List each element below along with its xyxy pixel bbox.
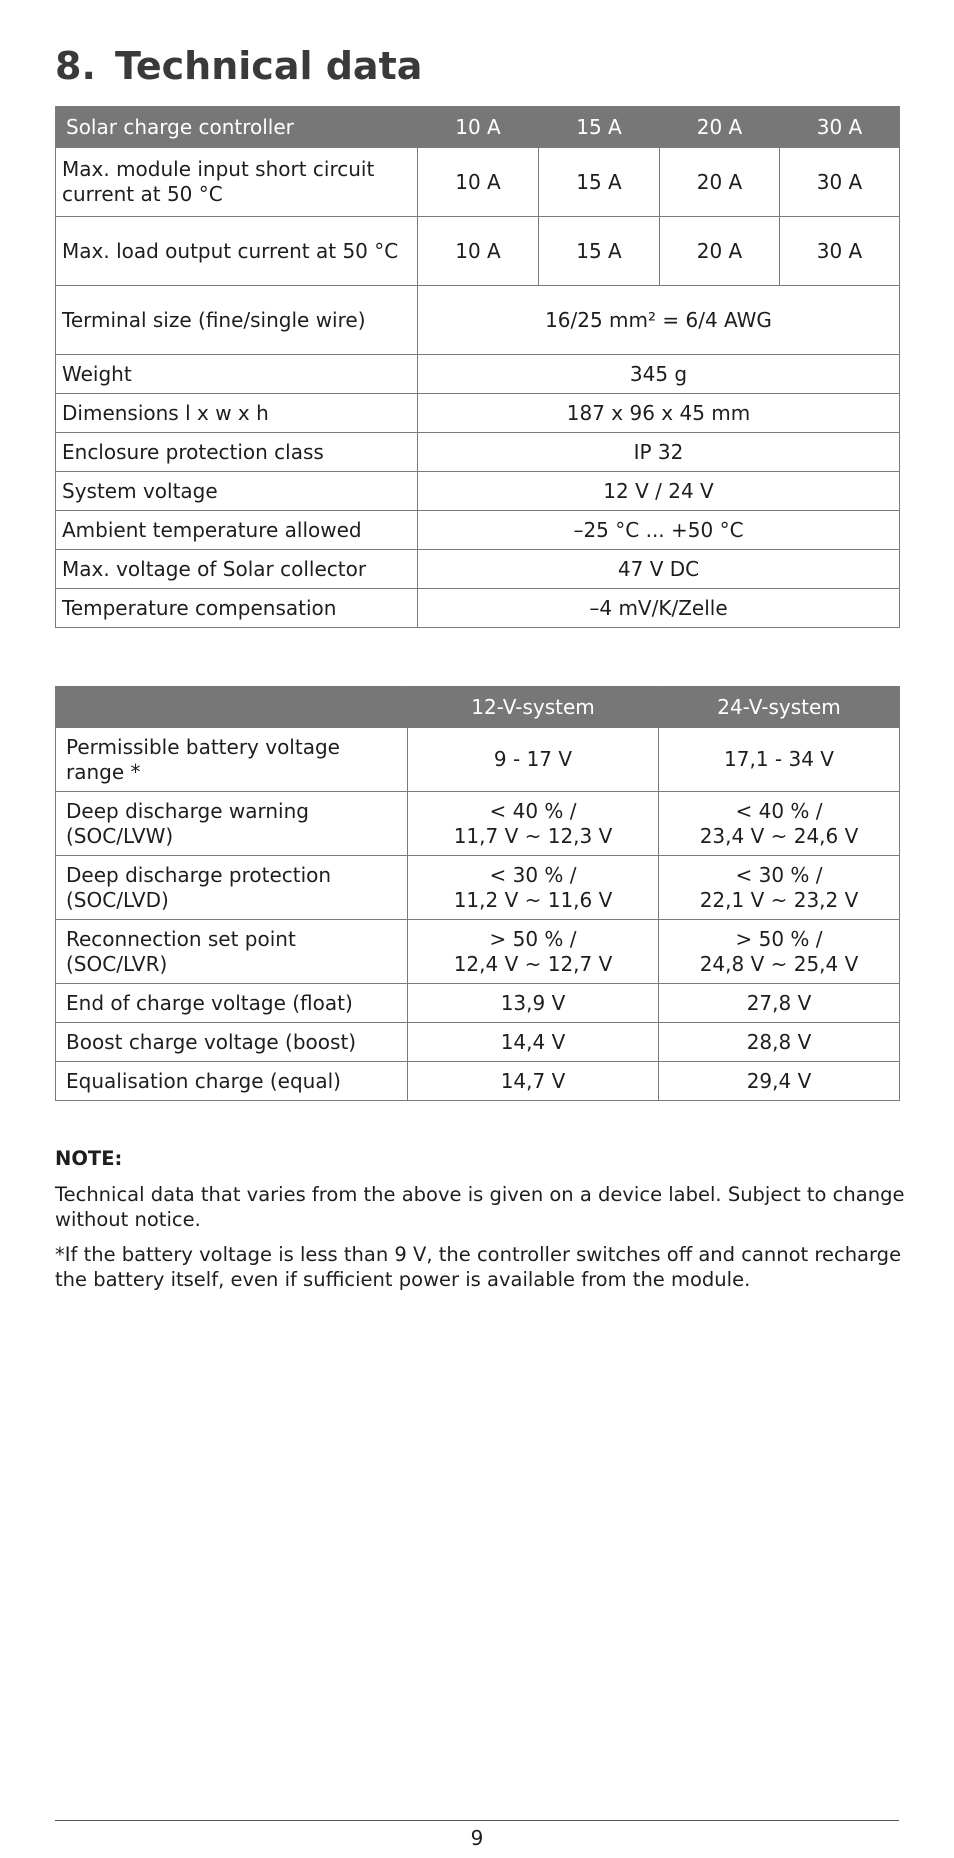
cell-value: 15 A	[539, 217, 660, 286]
table-row	[56, 511, 900, 550]
page-title	[55, 44, 422, 88]
cell-value: 10 A	[418, 217, 539, 286]
table-header-row	[56, 107, 900, 148]
column-header: 20 A	[660, 107, 780, 148]
cell-line: 11,7 V ~ 12,3 V	[453, 823, 613, 848]
column-header	[56, 687, 408, 728]
cell-value: 15 A	[539, 148, 660, 217]
row-label: Terminal size (fine/single wire)	[56, 286, 418, 355]
row-label: Dimensions l x w x h	[56, 394, 418, 433]
column-header: 30 A	[780, 107, 900, 148]
table-row	[56, 355, 900, 394]
cell-line: < 40 % /	[489, 798, 577, 823]
table-row	[56, 1062, 900, 1101]
cell-line: < 30 % /	[735, 862, 823, 887]
row-label: Max. load output current at 50 °C	[56, 217, 418, 286]
cell-value: IP 32	[418, 433, 900, 472]
cell-value: –4 mV/K/Zelle	[418, 589, 900, 628]
cell-value: 30 A	[780, 217, 900, 286]
table-row	[56, 792, 900, 856]
section-title: Technical data	[115, 44, 423, 88]
table-row	[56, 148, 900, 217]
row-label: System voltage	[56, 472, 418, 511]
cell-value: 187 x 96 x 45 mm	[418, 394, 900, 433]
table-row	[56, 472, 900, 511]
cell-value: 20 A	[660, 148, 780, 217]
cell-value: 20 A	[660, 217, 780, 286]
table-row	[56, 286, 900, 355]
cell-line: < 40 % /	[735, 798, 823, 823]
cell-line: < 30 % /	[489, 862, 577, 887]
controller-spec-table	[55, 106, 900, 628]
cell-line: 11,2 V ~ 11,6 V	[453, 887, 613, 912]
section-number: 8.	[55, 44, 96, 88]
cell-value: 16/25 mm² = 6/4 AWG	[418, 286, 900, 355]
cell-value	[659, 792, 900, 856]
cell-value: 29,4 V	[659, 1062, 900, 1101]
row-label: Weight	[56, 355, 418, 394]
cell-line: > 50 % /	[489, 926, 577, 951]
column-header: 24-V-system	[659, 687, 900, 728]
cell-value: 14,4 V	[408, 1023, 659, 1062]
row-label: Deep discharge warning (SOC/LVW)	[56, 792, 408, 856]
cell-line: 23,4 V ~ 24,6 V	[699, 823, 859, 848]
table-row	[56, 856, 900, 920]
table-header-row	[56, 687, 900, 728]
row-label: Permissible battery voltage range *	[56, 728, 408, 792]
cell-line: > 50 % /	[735, 926, 823, 951]
row-label: Reconnection set point (SOC/LVR)	[56, 920, 408, 984]
table-row	[56, 217, 900, 286]
cell-value: 30 A	[780, 148, 900, 217]
cell-value	[659, 856, 900, 920]
table-row	[56, 589, 900, 628]
row-label: Max. voltage of Solar collector	[56, 550, 418, 589]
row-label: Ambient temperature allowed	[56, 511, 418, 550]
cell-value: 9 - 17 V	[408, 728, 659, 792]
cell-line: 22,1 V ~ 23,2 V	[699, 887, 859, 912]
row-label: Enclosure protection class	[56, 433, 418, 472]
footer-divider	[55, 1820, 899, 1821]
page-number: 9	[470, 1826, 484, 1850]
cell-value	[408, 856, 659, 920]
cell-value: 345 g	[418, 355, 900, 394]
table-row	[56, 984, 900, 1023]
note-paragraph: *If the battery voltage is less than 9 V, the controller switches off and cannot recharge the battery itself, even if sufficient power is available from the module.	[55, 1243, 902, 1291]
row-label: Max. module input short circuit current at 50 °C	[56, 148, 418, 217]
cell-value: 28,8 V	[659, 1023, 900, 1062]
cell-value	[659, 920, 900, 984]
cell-value	[408, 920, 659, 984]
row-label: Boost charge voltage (boost)	[56, 1023, 408, 1062]
row-label: End of charge voltage (float)	[56, 984, 408, 1023]
table-row	[56, 394, 900, 433]
row-label: Equalisation charge (equal)	[56, 1062, 408, 1101]
row-label: Temperature compensation	[56, 589, 418, 628]
column-header: 12-V-system	[408, 687, 659, 728]
battery-voltage-table	[55, 686, 900, 1101]
table-row	[56, 1023, 900, 1062]
cell-value: 10 A	[418, 148, 539, 217]
column-header: 10 A	[418, 107, 539, 148]
column-header: Solar charge controller	[56, 107, 418, 148]
note-paragraph: Technical data that varies from the above is given on a device label. Subject to change without notice.	[55, 1183, 905, 1231]
table-row	[56, 920, 900, 984]
cell-value: 13,9 V	[408, 984, 659, 1023]
cell-value: –25 °C ... +50 °C	[418, 511, 900, 550]
cell-value: 47 V DC	[418, 550, 900, 589]
cell-line: 12,4 V ~ 12,7 V	[453, 951, 613, 976]
cell-value: 17,1 - 34 V	[659, 728, 900, 792]
cell-value: 12 V / 24 V	[418, 472, 900, 511]
cell-line: 24,8 V ~ 25,4 V	[699, 951, 859, 976]
table-row	[56, 550, 900, 589]
cell-value: 14,7 V	[408, 1062, 659, 1101]
table-row	[56, 728, 900, 792]
cell-value	[408, 792, 659, 856]
table-row	[56, 433, 900, 472]
row-label: Deep discharge protection (SOC/LVD)	[56, 856, 408, 920]
note-heading: NOTE:	[55, 1147, 123, 1170]
cell-value: 27,8 V	[659, 984, 900, 1023]
column-header: 15 A	[539, 107, 660, 148]
